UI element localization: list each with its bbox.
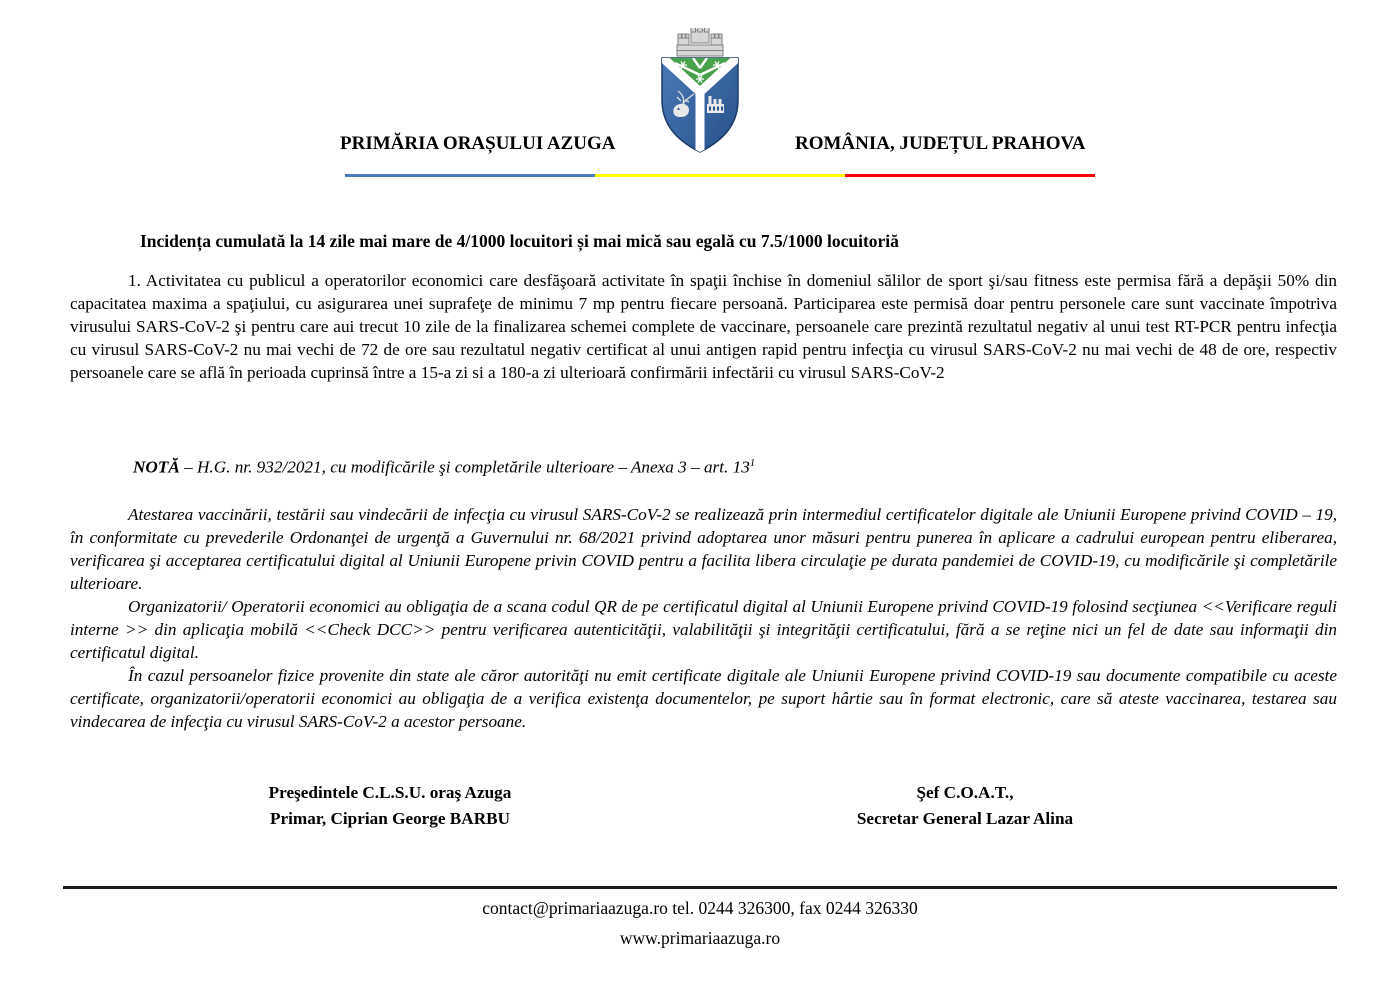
header-org-name: PRIMĂRIA ORAȘULUI AZUGA (340, 133, 616, 154)
footer-website: www.primariaazuga.ro (619, 928, 781, 948)
note-text: – H.G. nr. 932/2021, cu modificările şi completările ulterioare – Anexa 3 – art. 13 (179, 457, 750, 477)
flag-red-segment (845, 174, 1095, 177)
note-line (70, 457, 755, 478)
paragraph-foreign-documents: În cazul persoanelor fizice provenite din state ale căror autorităţi nu emit certificate digitale ale Uniunii Europene privind COVID-19 sau documente compatibile cu aceste certificate, organizatorii/operatorii economici au obligaţia de a verifica existenţa documentelor, pe suport hârtie sau în format electronic, care să ateste vaccinarea, testarea sau vindecarea de infecţia cu virusul SARS-CoV-2 a acestor persoane. (70, 666, 1337, 731)
header-country-county: ROMÂNIA, JUDEȚUL PRAHOVA (795, 133, 1086, 154)
paragraph-certificates: Atestarea vaccinării, testării sau vindecării de infecţia cu virusul SARS-CoV-2 se realizează prin intermediul certificatelor digitale ale Uniunii Europene privind COVID – 19, în conformitate cu prevederile Ordonanţei de urgenţă a Guvernului nr. 68/2021 privind adoptarea unor măsuri pentru punerea în aplicare a cadrului european pentru eliberarea, verificarea şi acceptarea certificatului digital al Uniunii Europene privin COVID pentru a facilita libera circulaţie pe durata pandemiei de COVID-19, cu modificările şi completările ulterioare. (70, 505, 1337, 593)
legal-text-block (70, 503, 1337, 733)
signature-block-secretary (700, 780, 1230, 832)
signature-block-president (150, 780, 630, 832)
paragraph-qr-scanning: Organizatorii/ Operatorii economici au obligaţia de a scana codul QR de pe certificatul digital al Uniunii Europene privind COVID-19 folosind secţiunea <<Verificare reguli interne >> din aplicaţia mobilă <<Check DCC>> pentru verificarea autenticităţii, valabilităţii şi integrităţii certificatului, fără a se reţine nici un fel de date sau informaţii din certificatul digital. (70, 597, 1337, 662)
signature-president-name: Primar, Ciprian George BARBU (270, 809, 510, 828)
footer-divider (63, 886, 1337, 889)
flag-yellow-segment (595, 174, 845, 177)
footer-contact-line: contact@primariaazuga.ro tel. 0244 326300, fax 0244 326330 (482, 898, 918, 918)
paragraph-activity-rules: 1. Activitatea cu publicul a operatorilor economici care desfăşoară activitate în spaţii închise în domeniul sălilor de sport şi/sau fitness este permisa fără a depăşii 50% din capacitatea maxima a spaţiului, cu asigurarea unei suprafeţe de minimu 7 mp pentru fiecare persoană. Participarea este permisă doar pentru personele care sunt vaccinate împotriva virusului SARS-CoV-2 şi pentru care aui trecut 10 zile de la finalizarea schemei complete de vaccinare, persoanele care prezintă rezultatul negativ al unui test RT-PCR pentru infecţia cu virusul SARS-CoV-2 nu mai vechi de 72 de ore sau rezultatul negativ certificat al unui antigen rapid pentru infecţia cu virusul SARS-CoV-2 nu mai vechi de 48 de ore, respectiv persoanele care se află în perioada cuprinsă între a 15-a zi si a 180-a zi ulterioară confirmării infectării cu virusul SARS-CoV-2 (70, 271, 1337, 382)
note-label: NOTĂ (133, 457, 180, 477)
signature-secretary-name: Secretar General Lazar Alina (856, 809, 1074, 828)
mural-crown-icon (677, 28, 723, 56)
coat-of-arms-graphic (655, 28, 745, 156)
romanian-flag-rule (345, 174, 1095, 177)
document-title: Incidența cumulată la 14 zile mai mare de 4/1000 locuitori și mai mică sau egală cu 7.5/1000 locuitoriă (140, 231, 899, 251)
azuga-coat-of-arms (655, 28, 745, 156)
note-superscript: 1 (749, 457, 756, 469)
signature-secretary-title: Şef C.O.A.T., (916, 783, 1014, 802)
signature-president-title: Preşedintele C.L.S.U. oraş Azuga (268, 783, 512, 802)
flag-blue-segment (345, 174, 595, 177)
